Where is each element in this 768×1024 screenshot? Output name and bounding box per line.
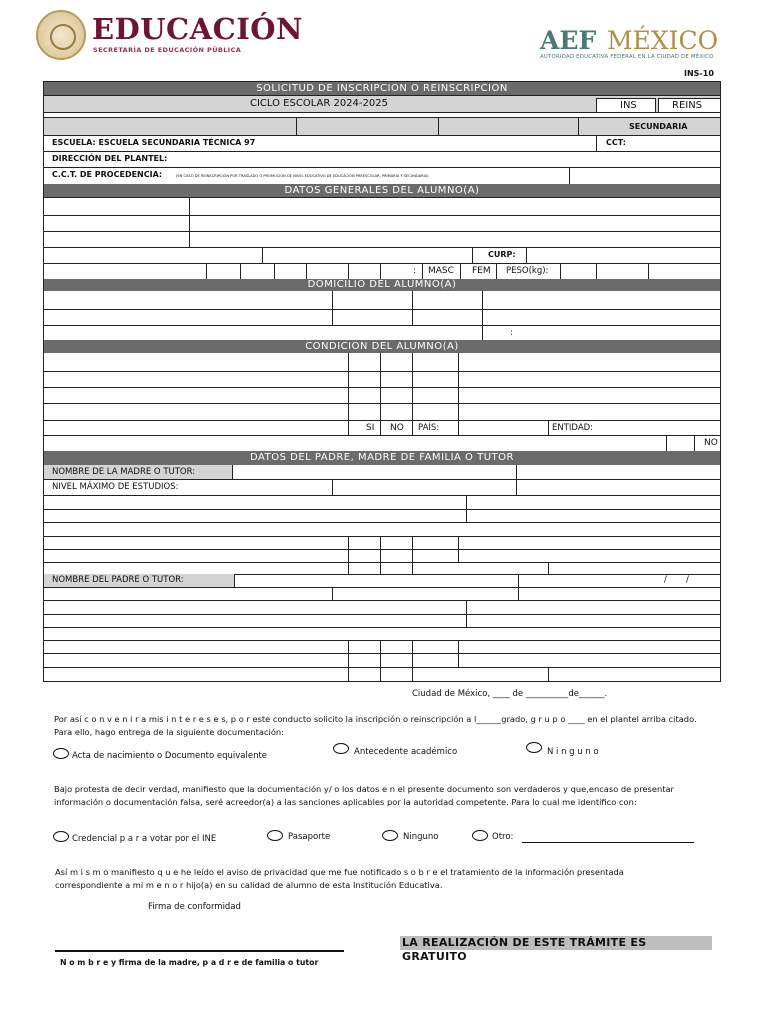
id-option-4-radio[interactable] [472,830,488,841]
state-label: ENTIDAD: [552,423,594,433]
no-label-2: NO [704,438,718,448]
signature-label: N o m b r e y firma de la madre, p a d r e de familia o tutor [60,958,319,967]
cct-origin-note: (EN CASO DE REINSCRIPCIÓN POR TRASLADO O PROMOCIÓN DE NIVEL EDUCATIVO DE EDUCACIÓN PREESCOLAR, PRIMARIA Y SECUNDARIA) [176,174,429,178]
ins-label: INS [620,100,637,111]
logo-educacion: EDUCACIÓN [92,12,304,46]
no-label: NO [390,423,404,433]
paragraph-request: Por así c o n v e n i r a mis i n t e r e s e s, p o r este conducto solicito la inscripción o reinscripción a l______grado, g r u p o ____ en el plantel arriba citado. Para ello, hago entrega de la siguiente documentación: [54,714,697,737]
doc-option-2-label: Antecedente académico [354,747,458,757]
section-parents: DATOS DEL PADRE, MADRE DE FAMILIA O TUTOR [44,451,720,465]
sep-logo [36,10,304,62]
id-option-3-label: Ninguno [403,832,439,842]
id-option-1-label: Credencial p a r a votar por el INE [72,834,217,844]
school-name: ESCUELA: ESCUELA SECUNDARIA TÉCNICA 97 [52,138,256,147]
paragraph-declaration: Bajo protesta de decir verdad, manifiesto que la documentación y/ o los datos e n el presente documento son verdaderos y que,encaso de presentar información o documentación falsa, seré acreedor(a) a las sanciones aplicables por la autoridad competente. Para lo cual me identifico con: [54,784,674,807]
colon-mark: : [413,266,416,276]
id-option-2-radio[interactable] [267,830,283,841]
id-option-1-radio[interactable] [53,831,69,842]
logo-aef-subtitle: AUTORIDAD EDUCATIVA FEDERAL EN LA CIUDAD DE MÉXICO [540,54,714,60]
date-slash-1: / [664,575,667,585]
free-procedure-banner: LA REALIZACIÓN DE ESTE TRÁMITE ES GRATUITO [400,936,712,950]
section-condition: CONDICION DEL ALUMNO(A) [44,340,720,353]
id-option-2-label: Pasaporte [288,832,331,842]
city-date-line: Ciudad de México, ____ de __________de______. [412,689,608,699]
logo-aef: AEF [540,26,597,55]
education-level-label: NIVEL MÁXIMO DE ESTUDIOS: [52,482,179,492]
weight-label: PESO(kg): [506,266,549,276]
plantel-address-label: DIRECCIÓN DEL PLANTEL: [52,154,168,163]
id-option-3-radio[interactable] [382,830,398,841]
form-title: SOLICITUD DE INSCRIPCION O REINSCRIPCION [44,82,720,95]
signature-line[interactable] [55,950,344,952]
mother-name-label: NOMBRE DE LA MADRE O TUTOR: [52,467,196,477]
father-name-label: NOMBRE DEL PADRE O TUTOR: [52,575,184,585]
cycle-label: CICLO ESCOLAR 2024-2025 [250,98,388,109]
other-id-input[interactable] [522,842,694,843]
cct-label: CCT: [606,138,626,147]
level-row [44,117,720,136]
logo-educacion-subtitle: SECRETARÍA DE EDUCACIÓN PÚBLICA [93,46,242,54]
paragraph-privacy: Así m i s m o manifiesto q u e he leído el aviso de privacidad que me fue notificado s o b r e el tratamiento de la información presentada correspondiente a mi m e n o r hijo(a) en su calidad de alumno de esta Institución Educativa. [55,867,624,890]
form-code: INS-10 [684,69,714,78]
aef-logo [540,26,720,66]
doc-option-1-radio[interactable] [53,748,69,759]
country-label: PAÍS: [418,423,440,433]
logo-mexico: MÉXICO [607,26,719,55]
national-seal-icon [36,10,86,60]
doc-option-1-label: Acta de nacimiento o Documento equivalente [72,751,268,761]
section-address: DOMICILIO DEL ALUMNO(A) [44,279,720,291]
doc-option-3-radio[interactable] [526,742,542,753]
cct-origin-label: C.C.T. DE PROCEDENCIA: [52,170,163,179]
fem-label: FEM [472,266,491,276]
doc-option-3-label: N i n g u n o [547,747,599,757]
yes-label: SI [366,423,375,433]
masc-label: MASC [428,266,454,276]
section-student: DATOS GENERALES DEL ALUMNO(A) [44,184,720,197]
reins-label: REINS [672,100,703,111]
date-slash-2: / [686,575,689,585]
registration-form [43,81,721,682]
id-option-4-label: Otro: [492,832,514,842]
level-label: SECUNDARIA [629,122,688,131]
curp-label: CURP: [488,250,516,259]
doc-option-2-radio[interactable] [333,743,349,754]
signature-title: Firma de conformidad [148,902,241,912]
colon-mark-2: : [510,328,513,338]
